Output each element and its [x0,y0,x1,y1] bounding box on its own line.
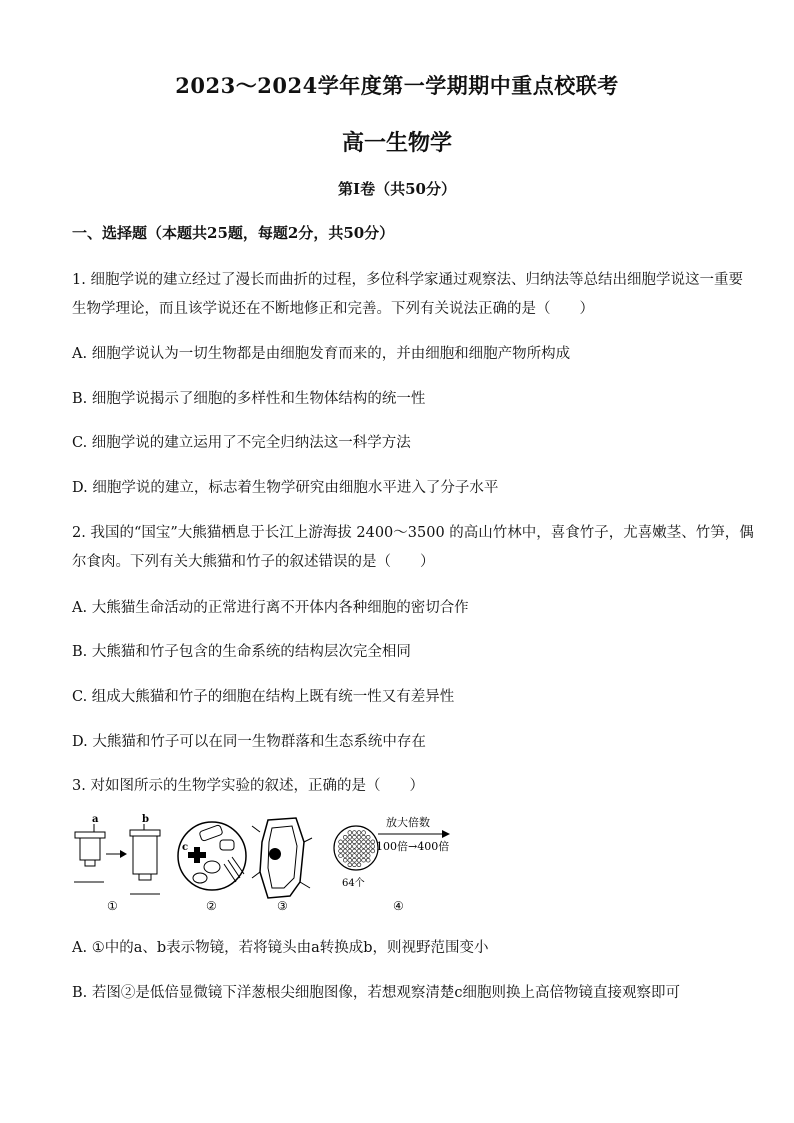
label-c: c [182,842,189,853]
cell-dot [357,858,361,862]
cell-dot [353,835,357,839]
cell-dot [357,845,361,849]
q2-option-b: B. 大熊猫和竹子包含的生命系统的结构层次完全相同 [72,644,411,660]
q1-option-b: B. 细胞学说揭示了细胞的多样性和生物体结构的统一性 [72,391,426,407]
subject-title: 高一生物学 [341,130,452,156]
cell-dot [339,854,343,858]
cell-dot [353,831,357,835]
q1-option-a: A. 细胞学说认为一切生物都是由细胞发育而来的，并由细胞和细胞产物所构成 [72,346,571,362]
panel-num-1: ① [107,899,118,912]
microscope-figure [72,812,472,912]
cell-dot [353,858,357,862]
cell-dot [348,863,352,867]
q2-stem-line1: 2. 我国的“国宝”大熊猫栖息于长江上游海拔 2400～3500 的高山竹林中，喜食竹子，尤喜嫩茎、竹笋，偶 [72,525,754,541]
cell-dot [362,840,366,844]
cell-dot [366,840,370,844]
panel-3-plant-cell [252,818,312,912]
cell-dot [343,858,347,862]
cell-dot [353,854,357,858]
zoom-label: 放大倍数 [386,816,430,829]
cell-dot [339,849,343,853]
cell-dot [366,835,370,839]
cell-dot [343,835,347,839]
panel-4-field [334,815,450,912]
cell-dot [339,845,343,849]
q2-option-d: D. 大熊猫和竹子可以在同一生物群落和生态系统中存在 [72,734,426,750]
cell-dot [366,858,370,862]
cell-dot [348,854,352,858]
cell-dot [357,831,361,835]
cell-dot [348,835,352,839]
exam-title: 2023～2024学年度第一学期期中重点校联考 [175,73,619,98]
cell-dot [362,854,366,858]
q3-option-b: B. 若图②是低倍显微镜下洋葱根尖细胞图像，若想观察清楚c细胞则换上高倍物镜直接观察即可 [72,985,680,1001]
cell-dot [366,849,370,853]
zoom-range-label: 100倍→400倍 [376,840,450,853]
q1-option-c: C. 细胞学说的建立运用了不完全归纳法这一科学方法 [72,435,411,451]
cell-dot [353,840,357,844]
cell-dot [343,849,347,853]
cell-count-label: 64个 [342,878,365,889]
cell-dot [357,854,361,858]
cell-dot [343,854,347,858]
cell-dot [348,845,352,849]
panel-num-2: ② [206,899,217,912]
cell-dot [353,849,357,853]
cell-dot [343,845,347,849]
q2-option-a: A. 大熊猫生命活动的正常进行离不开体内各种细胞的密切合作 [72,600,469,616]
q3-stem-line1: 3. 对如图所示的生物学实验的叙述，正确的是（ ） [72,778,424,794]
panel-num-4: ④ [393,899,404,912]
cell-dot [371,845,375,849]
cell-dot [339,840,343,844]
cell-dot [348,831,352,835]
cell-dot [366,845,370,849]
panel-1-objectives [74,814,160,912]
cell-dot [371,849,375,853]
cell-dot [343,840,347,844]
cell-dot [348,858,352,862]
q2-stem-line2: 尔食肉。下列有关大熊猫和竹子的叙述错误的是（ ） [72,554,435,570]
cell-dot [357,840,361,844]
cell-dot [362,849,366,853]
volume-title: 第I卷（共50分） [338,180,456,198]
label-a: a [92,814,99,825]
cell-dot [366,854,370,858]
q1-stem-line2: 生物学理论，而且该学说还在不断地修正和完善。下列有关说法正确的是（ ） [72,301,594,317]
cell-dot [362,845,366,849]
cell-dot [353,863,357,867]
cell-dot [371,840,375,844]
cell-dot [357,863,361,867]
cell-dot [348,849,352,853]
cell-dot [362,835,366,839]
q3-option-a: A. ①中的a、b表示物镜，若将镜头由a转换成b，则视野范围变小 [72,940,489,956]
cell-dot [353,845,357,849]
panel-num-3: ③ [277,899,288,912]
label-b: b [142,814,149,825]
cell-dot [357,835,361,839]
section-heading: 一、选择题（本题共25题，每题2分，共50分） [72,224,395,242]
cell-dot [362,858,366,862]
cell-dot [362,831,366,835]
q2-option-c: C. 组成大熊猫和竹子的细胞在结构上既有统一性又有差异性 [72,689,455,705]
panel-2-root-tip [178,822,246,912]
q1-option-d: D. 细胞学说的建立，标志着生物学研究由细胞水平进入了分子水平 [72,480,499,496]
cell-dot [348,840,352,844]
cell-dot [357,849,361,853]
q1-stem-line1: 1. 细胞学说的建立经过了漫长而曲折的过程，多位科学家通过观察法、归纳法等总结出细胞学说这一重要 [72,272,743,288]
